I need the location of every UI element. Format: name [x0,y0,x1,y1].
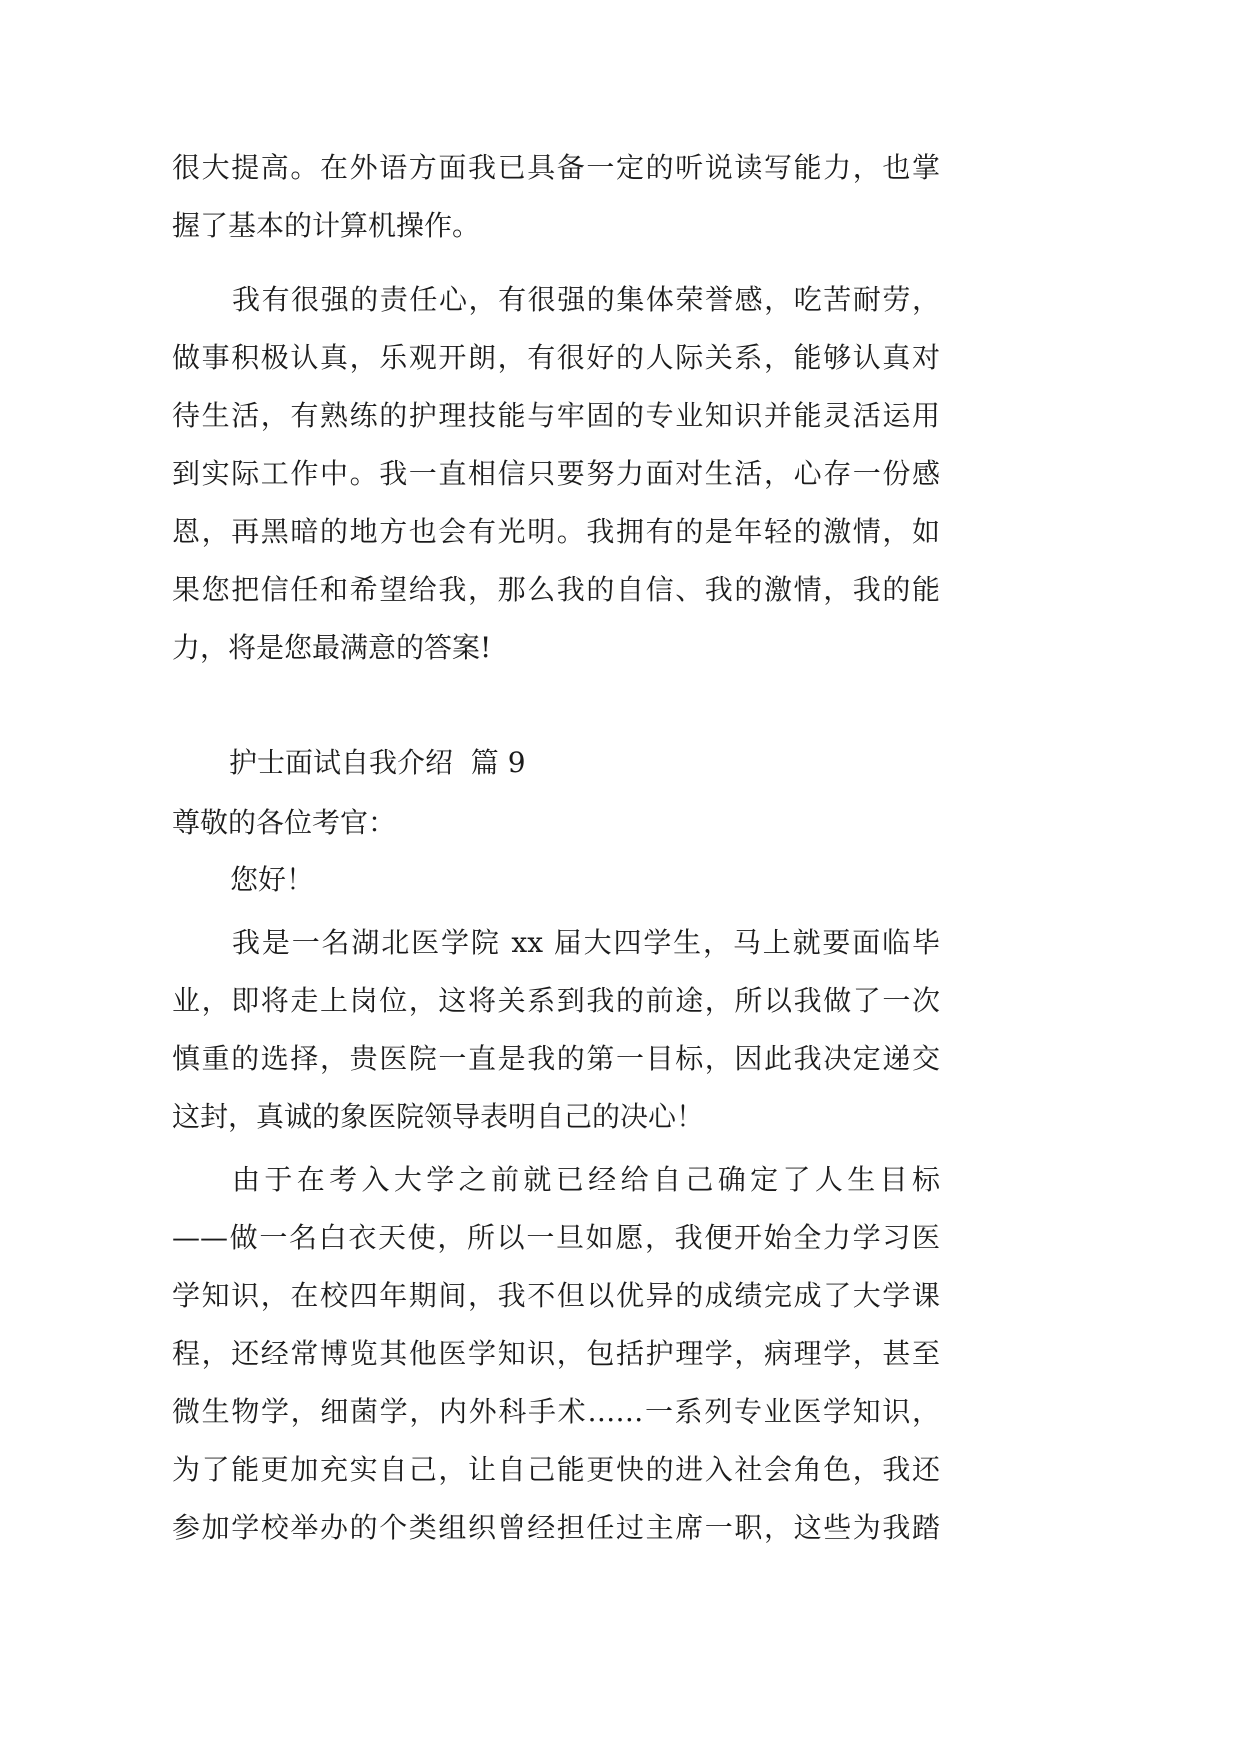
text-line: 这封，真诚的象医院领导表明自己的决心！ [172,1100,705,1133]
text-line: ——做一名白衣天使，所以一旦如愿，我便开始全力学习医 [172,1221,940,1254]
text-line: 恩，再黑暗的地方也会有光明。我拥有的是年轻的激情，如 [172,515,940,548]
paragraph-study [172,1151,940,1557]
text-line: 到实际工作中。我一直相信只要努力面对生活，心存一份感 [172,457,940,490]
section-title: 护士面试自我介绍 篇 9 [229,746,526,779]
text-line: 很大提高。在外语方面我已具备一定的听说读写能力，也掌 [172,151,940,184]
greeting: 您好！ [230,863,315,896]
text-line: 学知识，在校四年期间，我不但以优异的成绩完成了大学课 [172,1279,940,1312]
text-line: 程，还经常博览其他医学知识，包括护理学，病理学，甚至 [172,1337,940,1370]
text-line: 果您把信任和希望给我，那么我的自信、我的激情，我的能 [172,573,940,606]
text-line: 力，将是您最满意的答案! [172,631,492,664]
text-line: 握了基本的计算机操作。 [172,209,481,242]
document-body [172,139,940,1557]
text-line: 做事积极认真，乐观开朗，有很好的人际关系，能够认真对 [172,341,940,374]
text-line: 微生物学，细菌学，内外科手术……一系列专业医学知识， [172,1395,940,1428]
text-line: 我是一名湖北医学院 xx 届大四学生，马上就要面临毕 [232,926,940,959]
text-line: 由于在考入大学之前就已经给自己确定了人生目标 [232,1163,940,1196]
text-line: 我有很强的责任心，有很强的集体荣誉感，吃苦耐劳， [232,283,940,316]
text-line: 业，即将走上岗位，这将关系到我的前途，所以我做了一次 [172,984,940,1017]
text-line: 参加学校举办的个类组织曾经担任过主席一职，这些为我踏 [172,1511,940,1544]
salutation: 尊敬的各位考官： [172,806,397,839]
paragraph-intro [172,914,940,1146]
continued-paragraph [172,139,940,255]
paragraph-strengths [172,271,940,677]
text-line: 待生活，有熟练的护理技能与牢固的专业知识并能灵活运用 [172,399,940,432]
text-line: 慎重的选择，贵医院一直是我的第一目标，因此我决定递交 [172,1042,940,1075]
text-line: 为了能更加充实自己，让自己能更快的进入社会角色，我还 [172,1453,940,1486]
